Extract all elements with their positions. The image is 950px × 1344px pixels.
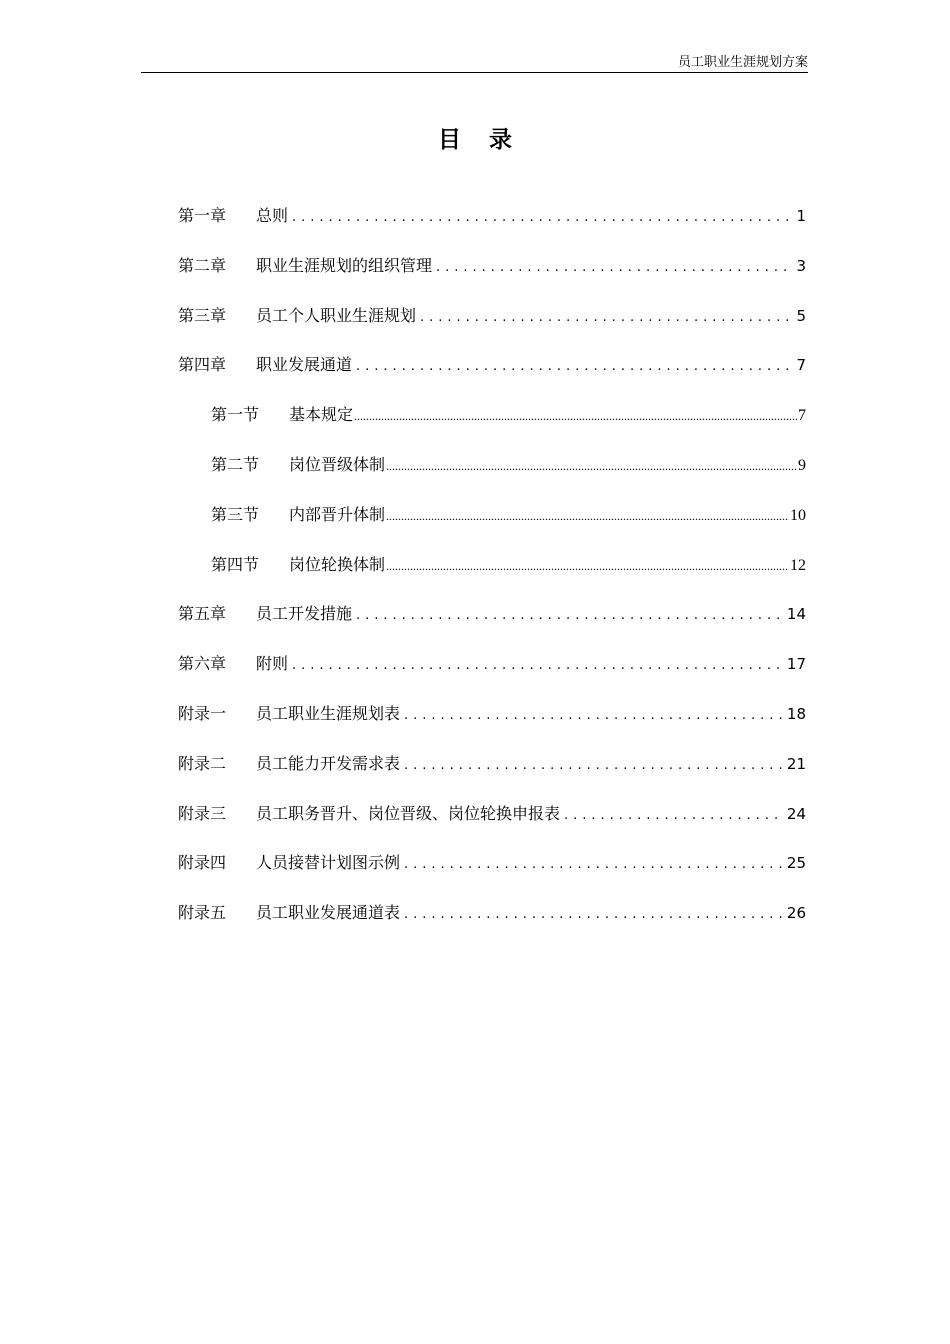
dot-leader [404, 750, 783, 782]
dot-leader [564, 800, 783, 832]
toc-entry-title: 人员接替计划图示例 [256, 853, 401, 873]
toc-entry-label: 第四节 [211, 554, 260, 574]
dot-leader [386, 450, 797, 482]
toc-entry[interactable] [178, 847, 806, 897]
toc-entry-page: 7 [798, 407, 806, 425]
toc-entry[interactable] [178, 399, 806, 449]
toc-entry-label: 第二节 [211, 454, 260, 474]
toc-entry[interactable] [178, 648, 806, 698]
dot-leader [354, 400, 797, 432]
dot-leader [292, 650, 783, 682]
dot-leader [356, 600, 783, 632]
toc-entry-page: 14 [786, 605, 806, 624]
toc-entry[interactable] [178, 300, 806, 350]
toc-entry-label: 第六章 [178, 654, 227, 674]
toc-entry-title: 内部晋升体制 [289, 504, 386, 524]
toc-entry[interactable] [178, 449, 806, 499]
dot-leader [420, 302, 792, 334]
header-rule [141, 72, 808, 73]
toc-entry-title: 员工职业发展通道表 [256, 903, 401, 923]
table-of-contents [178, 200, 806, 947]
toc-entry-title: 总则 [256, 206, 289, 225]
dot-leader [436, 252, 792, 284]
dot-leader [292, 202, 792, 234]
toc-entry-title: 员工职业生涯规划表 [256, 703, 401, 723]
toc-entry-page: 24 [786, 804, 806, 823]
toc-title: 目录 [438, 126, 540, 153]
toc-entry-label: 附录二 [178, 753, 227, 773]
toc-entry-label: 第一节 [211, 405, 260, 425]
toc-entry-title: 员工能力开发需求表 [256, 753, 401, 773]
toc-entry-page: 9 [798, 456, 806, 474]
toc-entry-label: 附录三 [178, 803, 227, 823]
toc-entry[interactable] [178, 698, 806, 748]
dot-leader [404, 899, 783, 931]
toc-entry-label: 第五章 [178, 604, 227, 624]
toc-entry[interactable] [178, 798, 806, 848]
dot-leader [404, 700, 783, 732]
toc-entry-label: 第二章 [178, 255, 227, 275]
toc-entry[interactable] [178, 250, 806, 300]
toc-entry-title: 岗位轮换体制 [289, 554, 386, 574]
toc-entry-page: 12 [790, 556, 806, 574]
toc-entry[interactable] [178, 598, 806, 648]
toc-entry-page: 17 [786, 655, 806, 674]
toc-entry-page: 18 [786, 704, 806, 723]
running-header: 员工职业生涯规划方案 [677, 55, 808, 70]
toc-entry-page: 3 [796, 256, 806, 275]
dot-leader [356, 351, 792, 383]
toc-entry[interactable] [178, 499, 806, 549]
dot-leader [404, 849, 783, 881]
toc-entry-title: 附则 [256, 654, 289, 674]
toc-entry-title: 员工职务晋升、岗位晋级、岗位轮换申报表 [256, 803, 561, 823]
toc-entry-title: 员工个人职业生涯规划 [256, 305, 417, 325]
toc-entry-title: 基本规定 [289, 405, 354, 425]
toc-entry-label: 第三节 [211, 504, 260, 524]
toc-entry[interactable] [178, 549, 806, 599]
toc-entry-label: 第三章 [178, 305, 227, 325]
toc-entry[interactable] [178, 748, 806, 798]
toc-entry-page: 10 [790, 506, 806, 524]
toc-entry-label: 附录一 [178, 703, 227, 723]
toc-entry-page: 1 [796, 207, 806, 225]
toc-entry-page: 21 [786, 754, 806, 773]
toc-entry-page: 26 [786, 904, 806, 923]
toc-entry[interactable] [178, 897, 806, 947]
toc-entry-title: 职业生涯规划的组织管理 [256, 255, 433, 275]
toc-entry[interactable] [178, 349, 806, 399]
toc-entry-page: 25 [786, 854, 806, 873]
toc-entry-title: 职业发展通道 [256, 355, 353, 375]
dot-leader [386, 550, 789, 582]
toc-entry-page: 7 [796, 356, 806, 375]
toc-entry[interactable] [178, 200, 806, 250]
toc-entry-label: 第四章 [178, 355, 227, 375]
toc-entry-title: 员工开发措施 [256, 604, 353, 624]
toc-entry-page: 5 [796, 306, 806, 325]
dot-leader [386, 500, 789, 532]
toc-entry-title: 岗位晋级体制 [289, 454, 386, 474]
toc-entry-label: 附录五 [178, 903, 227, 923]
toc-entry-label: 第一章 [178, 206, 227, 225]
toc-entry-label: 附录四 [178, 853, 227, 873]
